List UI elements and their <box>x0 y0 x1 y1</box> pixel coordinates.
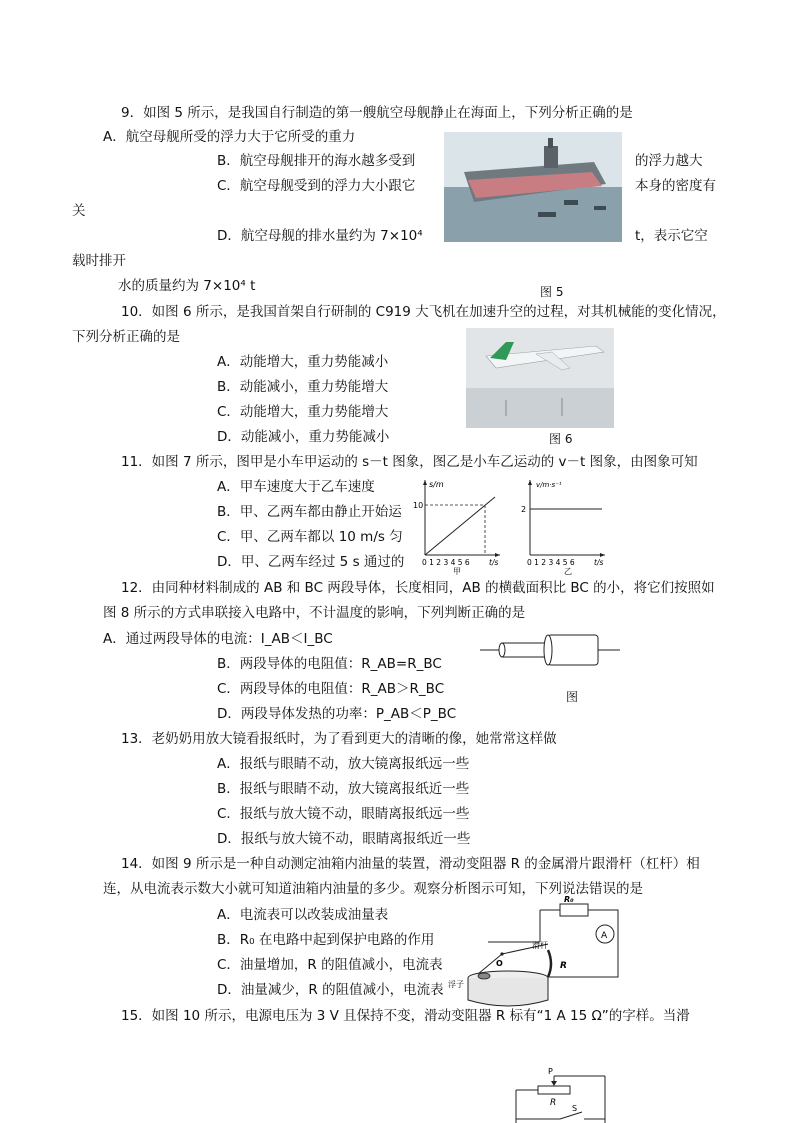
q14-option-b: B．R₀ 在电路中起到保护电路的作用 <box>217 932 435 948</box>
q14-stem-line2: 连，从电流表示数大小就可知道油箱内油量的多少。观察分析图示可知，下列说法错误的是 <box>103 881 643 897</box>
q13-option-c: C．报纸与放大镜不动，眼睛离报纸远一些 <box>217 806 470 822</box>
q13-option-d: D．报纸与放大镜不动，眼睛离报纸近一些 <box>217 831 471 847</box>
figure-6-caption: 图 6 <box>549 432 573 446</box>
oil-tank-circuit-diagram <box>448 895 628 1010</box>
q12-option-c: C．两段导体的电阻值：R_AB＞R_BC <box>217 681 445 697</box>
q14-option-d: D．油量减少，R 的阻值减小，电流表 <box>217 982 444 998</box>
q9-option-c-part2: 本身的密度有 <box>635 178 716 194</box>
float-label: 浮子 <box>448 980 464 989</box>
graph-jia-ytick: 10 <box>413 501 424 510</box>
graph-yi-caption: 乙 <box>564 567 572 576</box>
graph-jia-ylabel: s/m <box>429 480 444 489</box>
q10-stem-line2: 下列分析正确的是 <box>72 329 180 345</box>
q15-stem: 15．如图 10 所示，电源电压为 3 V 且保持不变，滑动变阻器 R 标有“1 A 15 Ω”的字样。当滑 <box>121 1008 690 1024</box>
q13-stem: 13．老奶奶用放大镜看报纸时，为了看到更大的清晰的像，她常常这样做 <box>121 731 557 747</box>
q10-stem-line1: 10．如图 6 所示，是我国首架自行研制的 C919 大飞机在加速升空的过程，对其机械能的变化情况， <box>121 304 726 320</box>
rheostat-r-label: R <box>550 1098 557 1108</box>
graph-yi-ytick: 2 <box>521 505 527 514</box>
q9-option-c-part1: C．航空母舰受到的浮力大小跟它 <box>217 178 416 194</box>
pivot-label: O <box>496 959 503 968</box>
graph-jia-s-t <box>405 475 505 575</box>
q11-option-b: B．甲、乙两车都由静止开始运 <box>217 504 402 520</box>
q12-stem-line1: 12．由同种材料制成的 AB 和 BC 两段导体，长度相同，AB 的横截面积比 BC 的小，将它们按照如 <box>121 580 715 596</box>
lever-label: 滑杆 <box>532 941 548 950</box>
aircraft-carrier-photo <box>444 132 622 242</box>
graph-jia-caption: 甲 <box>453 567 461 576</box>
figure-5-caption: 图 5 <box>540 285 564 299</box>
q10-option-c: C．动能增大，重力势能增大 <box>217 404 389 420</box>
q11-option-c: C．甲、乙两车都以 10 m/s 匀 <box>217 529 403 545</box>
q11-stem: 11．如图 7 所示，图甲是小车甲运动的 s－t 图象，图乙是小车乙运动的 v－t 图象，由图象可知 <box>121 454 698 470</box>
q9-option-d-part3: 载时排开 <box>72 253 126 269</box>
q13-option-a: A．报纸与眼睛不动，放大镜离报纸远一些 <box>217 756 470 772</box>
q12-stem-line2: 图 8 所示的方式串联接入电路中，不计温度的影响，下列判断正确的是 <box>103 605 526 621</box>
q9-option-d-part1: D．航空母舰的排水量约为 7×10⁴ <box>217 228 423 244</box>
c919-airplane-photo <box>466 328 614 428</box>
graph-yi-xticks: 0 1 2 3 4 5 6 <box>527 558 575 567</box>
graph-yi-v-t <box>510 475 615 575</box>
p-label: P <box>548 1067 553 1076</box>
q11-option-a: A．甲车速度大于乙车速度 <box>217 479 375 495</box>
q9-option-b-part2: 的浮力越大 <box>635 153 703 169</box>
sliding-rheostat-circuit-diagram <box>510 1065 610 1123</box>
r-label: R <box>560 961 567 971</box>
figure-8-caption: 图 <box>566 690 579 704</box>
q12-option-d: D．两段导体发热的功率：P_AB＜P_BC <box>217 706 457 722</box>
q13-option-b: B．报纸与眼睛不动，放大镜离报纸近一些 <box>217 781 470 797</box>
q9-option-d-part4: 水的质量约为 7×10⁴ t <box>118 278 256 294</box>
q9-option-c-part3: 关 <box>72 203 86 219</box>
q11-option-d: D．甲、乙两车经过 5 s 通过的 <box>217 554 405 570</box>
q12-option-a: A．通过两段导体的电流：I_AB＜I_BC <box>103 631 333 647</box>
graph-jia-xticks: 0 1 2 3 4 5 6 <box>422 558 470 567</box>
q14-stem-line1: 14．如图 9 所示是一种自动测定油箱内油量的装置，滑动变阻器 R 的金属滑片跟滑杆（杠杆）相 <box>121 856 700 872</box>
q12-option-b: B．两段导体的电阻值：R_AB=R_BC <box>217 656 442 672</box>
q14-option-a: A．电流表可以改装成油量表 <box>217 907 389 923</box>
conductor-ab-bc-diagram <box>480 630 620 670</box>
graph-yi-ylabel: v/m·s⁻¹ <box>536 481 562 489</box>
q9-stem: 9．如图 5 所示，是我国自行制造的第一艘航空母舰静止在海面上，下列分析正确的是 <box>121 105 633 121</box>
ammeter-label: A <box>601 931 608 941</box>
switch-s-label: S <box>572 1104 578 1113</box>
graph-yi-xlabel: t/s <box>594 558 604 567</box>
q10-option-b: B．动能减小，重力势能增大 <box>217 379 389 395</box>
graph-jia-xlabel: t/s <box>489 558 499 567</box>
q14-option-c: C．油量增加，R 的阻值减小，电流表 <box>217 957 443 973</box>
q9-option-a: A．航空母舰所受的浮力大于它所受的重力 <box>103 129 356 145</box>
r0-label: R₀ <box>564 895 574 904</box>
q10-option-d: D．动能减小，重力势能减小 <box>217 429 390 445</box>
q9-option-d-part2: t，表示它空 <box>635 228 708 244</box>
q10-option-a: A．动能增大，重力势能减小 <box>217 354 389 370</box>
q9-option-b-part1: B．航空母舰排开的海水越多受到 <box>217 153 416 169</box>
